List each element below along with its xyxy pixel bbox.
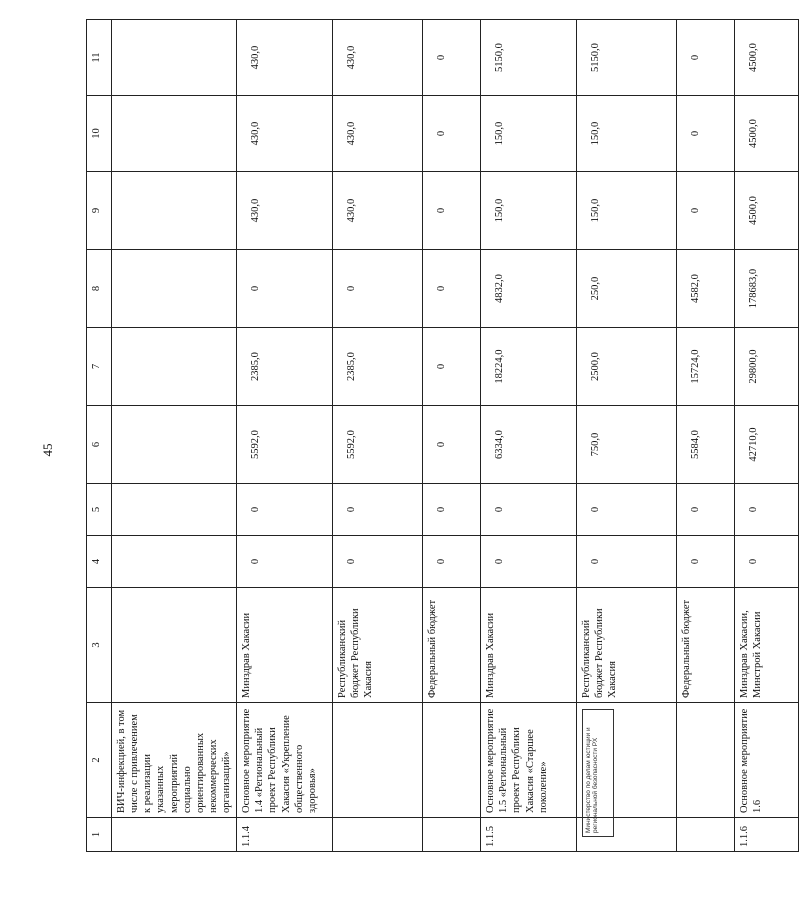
cell-col-4: 0 bbox=[577, 536, 677, 588]
cell-col-4: 0 bbox=[423, 536, 481, 588]
cell-col-1 bbox=[677, 818, 735, 852]
cell-col-9: 150,0 bbox=[577, 172, 677, 250]
cell-col-5: 0 bbox=[481, 484, 577, 536]
cell-col-7: 29800,0 bbox=[735, 328, 799, 406]
table-row bbox=[677, 20, 735, 852]
cell-col-7: 0 bbox=[423, 328, 481, 406]
cell-col-11: 430,0 bbox=[333, 20, 423, 96]
cell-col-2: ВИЧ-инфекцией, в том числе с привлечением к реализации указанных мероприятий социально ориентированных некоммерческих организаций» bbox=[112, 703, 237, 818]
cell-col-3: Республиканский бюджет Республики Хакасия bbox=[577, 588, 677, 703]
cell-col-7: 2385,0 bbox=[333, 328, 423, 406]
cell-col-3: Федеральный бюджет bbox=[423, 588, 481, 703]
column-header-6: 6 bbox=[87, 406, 112, 484]
cell-col-2 bbox=[423, 703, 481, 818]
cell-col-8: 0 bbox=[333, 250, 423, 328]
cell-col-6: 5592,0 bbox=[237, 406, 333, 484]
cell-col-9 bbox=[112, 172, 237, 250]
column-header-5: 5 bbox=[87, 484, 112, 536]
column-header-4: 4 bbox=[87, 536, 112, 588]
column-header-7: 7 bbox=[87, 328, 112, 406]
cell-col-1 bbox=[423, 818, 481, 852]
cell-col-2: Основное мероприятие 1.4 «Региональный проект Республики Хакасия «Укрепление общественного здоровья» bbox=[237, 703, 333, 818]
cell-col-3: Федеральный бюджет bbox=[677, 588, 735, 703]
cell-col-8: 4582,0 bbox=[677, 250, 735, 328]
table-row bbox=[481, 20, 577, 852]
cell-col-6 bbox=[112, 406, 237, 484]
registration-stamp: Министерство по делам юстиции и региональной безопасности РХ bbox=[582, 709, 614, 837]
cell-col-9: 0 bbox=[423, 172, 481, 250]
cell-col-10: 430,0 bbox=[333, 96, 423, 172]
cell-col-5: 0 bbox=[333, 484, 423, 536]
table-body bbox=[112, 20, 799, 852]
column-header-3: 3 bbox=[87, 588, 112, 703]
cell-col-2: Основное мероприятие 1.5 «Региональный проект Республики Хакасия «Старшее поколение» bbox=[481, 703, 577, 818]
cell-col-7: 2500,0 bbox=[577, 328, 677, 406]
cell-col-5 bbox=[112, 484, 237, 536]
cell-col-4: 0 bbox=[677, 536, 735, 588]
table-row bbox=[423, 20, 481, 852]
cell-col-8: 0 bbox=[237, 250, 333, 328]
table-row bbox=[112, 20, 237, 852]
table-row bbox=[735, 20, 799, 852]
table-row bbox=[237, 20, 333, 852]
cell-col-8: 178683,0 bbox=[735, 250, 799, 328]
cell-col-6: 5592,0 bbox=[333, 406, 423, 484]
cell-col-2 bbox=[333, 703, 423, 818]
table-rotated-inner bbox=[86, 20, 764, 852]
table-rotated-container bbox=[86, 20, 764, 852]
cell-col-9: 430,0 bbox=[333, 172, 423, 250]
cell-col-8: 250,0 bbox=[577, 250, 677, 328]
cell-col-9: 150,0 bbox=[481, 172, 577, 250]
column-header-9: 9 bbox=[87, 172, 112, 250]
header-row bbox=[87, 20, 112, 852]
cell-col-4: 0 bbox=[237, 536, 333, 588]
cell-col-1 bbox=[112, 818, 237, 852]
cell-col-10: 0 bbox=[423, 96, 481, 172]
cell-col-8: 0 bbox=[423, 250, 481, 328]
cell-col-7: 15724,0 bbox=[677, 328, 735, 406]
cell-col-3: Минздрав Хакасии, Минстрой Хакасии bbox=[735, 588, 799, 703]
cell-col-10: 0 bbox=[677, 96, 735, 172]
cell-col-7: 18224,0 bbox=[481, 328, 577, 406]
cell-col-9: 0 bbox=[677, 172, 735, 250]
cell-col-11: 0 bbox=[677, 20, 735, 96]
cell-col-8 bbox=[112, 250, 237, 328]
cell-col-11: 430,0 bbox=[237, 20, 333, 96]
column-header-8: 8 bbox=[87, 250, 112, 328]
cell-col-7: 2385,0 bbox=[237, 328, 333, 406]
cell-col-5: 0 bbox=[237, 484, 333, 536]
cell-col-3 bbox=[112, 588, 237, 703]
cell-col-5: 0 bbox=[677, 484, 735, 536]
cell-col-4: 0 bbox=[481, 536, 577, 588]
cell-col-10: 150,0 bbox=[577, 96, 677, 172]
cell-col-10: 150,0 bbox=[481, 96, 577, 172]
cell-col-3: Республиканский бюджет Республики Хакасия bbox=[333, 588, 423, 703]
cell-col-10: 4500,0 bbox=[735, 96, 799, 172]
cell-col-2 bbox=[677, 703, 735, 818]
cell-col-1: 1.1.4 bbox=[237, 818, 333, 852]
cell-col-6: 5584,0 bbox=[677, 406, 735, 484]
cell-col-11: 0 bbox=[423, 20, 481, 96]
cell-col-4: 0 bbox=[735, 536, 799, 588]
cell-col-3: Минздрав Хакасии bbox=[481, 588, 577, 703]
cell-col-1: 1.1.6 bbox=[735, 818, 799, 852]
cell-col-9: 430,0 bbox=[237, 172, 333, 250]
cell-col-3: Минздрав Хакасии bbox=[237, 588, 333, 703]
cell-col-4: 0 bbox=[333, 536, 423, 588]
cell-col-11: 5150,0 bbox=[577, 20, 677, 96]
cell-col-7 bbox=[112, 328, 237, 406]
column-header-11: 11 bbox=[87, 20, 112, 96]
cell-col-1: 1.1.5 bbox=[481, 818, 577, 852]
cell-col-6: 750,0 bbox=[577, 406, 677, 484]
cell-col-6: 6334,0 bbox=[481, 406, 577, 484]
cell-col-5: 0 bbox=[735, 484, 799, 536]
cell-col-9: 4500,0 bbox=[735, 172, 799, 250]
cell-col-8: 4832,0 bbox=[481, 250, 577, 328]
cell-col-11: 5150,0 bbox=[481, 20, 577, 96]
budget-table bbox=[86, 19, 799, 852]
cell-col-6: 0 bbox=[423, 406, 481, 484]
cell-col-2: Основное мероприятие 1.6 bbox=[735, 703, 799, 818]
column-header-10: 10 bbox=[87, 96, 112, 172]
cell-col-1 bbox=[333, 818, 423, 852]
column-header-2: 2 bbox=[87, 703, 112, 818]
cell-col-11 bbox=[112, 20, 237, 96]
table-row bbox=[333, 20, 423, 852]
cell-col-5: 0 bbox=[423, 484, 481, 536]
column-header-1: 1 bbox=[87, 818, 112, 852]
cell-col-10 bbox=[112, 96, 237, 172]
page-number: 45 bbox=[40, 443, 55, 457]
cell-col-10: 430,0 bbox=[237, 96, 333, 172]
cell-col-5: 0 bbox=[577, 484, 677, 536]
cell-col-11: 4500,0 bbox=[735, 20, 799, 96]
cell-col-6: 42710,0 bbox=[735, 406, 799, 484]
cell-col-4 bbox=[112, 536, 237, 588]
